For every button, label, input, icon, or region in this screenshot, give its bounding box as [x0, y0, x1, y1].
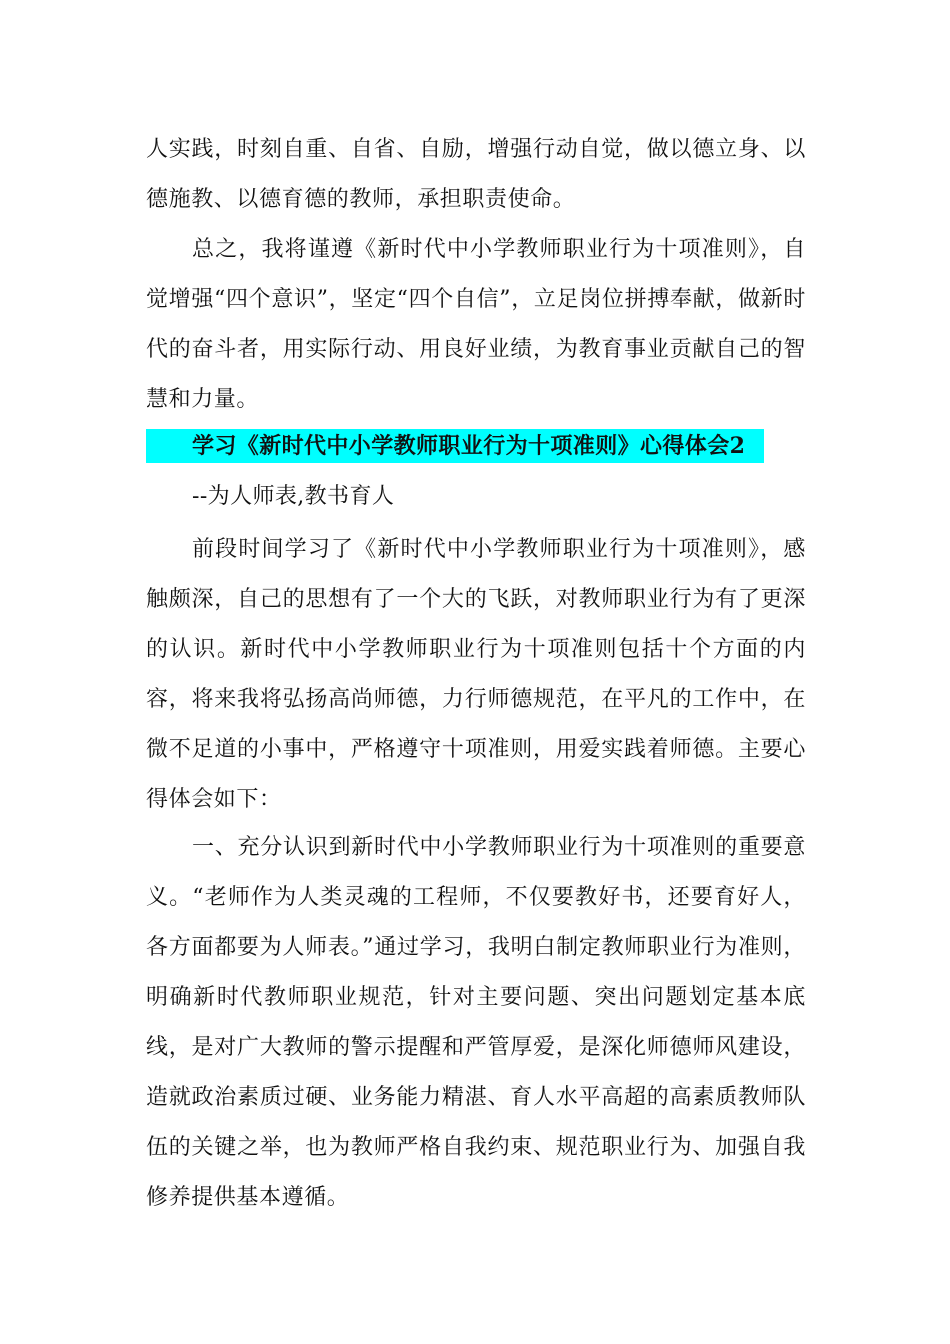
paragraph-point-one: 一、充分认识到新时代中小学教师职业行为十项准则的重要意义。“老师作为人类灵魂的工程师，不仅要教好书，还要育好人，各方面都要为人师表。”通过学习，我明白制定教师职业行为准则，明确新时代教师职业规范，针对主要问题、突出问题划定基本底线，是对广大教师的警示提醒和严管厚爱，是深化师德师风建设，造就政治素质过硬、业务能力精湛、育人水平高超的高素质教师队伍的关键之举，也为教师严格自我约束、规范职业行为、加强自我修养提供基本遵循。 [146, 835, 806, 1210]
paragraph-intro: 前段时间学习了《新时代中小学教师职业行为十项准则》，感触颇深，自己的思想有了一个大的飞跃，对教师职业行为有了更深的认识。新时代中小学教师职业行为十项准则包括十个方面的内容，将来我将弘扬高尚师德，力行师德规范，在平凡的工作中，在微不足道的小事中，严格遵守十项准则，用爱实践着师德。主要心得体会如下： [146, 537, 806, 812]
section-subtitle: --为人师表,教书育人 [192, 484, 395, 509]
section-heading: 学习《新时代中小学教师职业行为十项准则》心得体会2 [146, 429, 764, 463]
paragraph-continued: 人实践，时刻自重、自省、自励，增强行动自觉，做以德立身、以德施教、以德育德的教师，承担职责使命。 [146, 137, 806, 212]
paragraph-summary: 总之，我将谨遵《新时代中小学教师职业行为十项准则》，自觉增强“四个意识”，坚定“四个自信”，立足岗位拼搏奉献，做新时代的奋斗者，用实际行动、用良好业绩，为教育事业贡献自己的智慧和力量。 [146, 237, 806, 412]
